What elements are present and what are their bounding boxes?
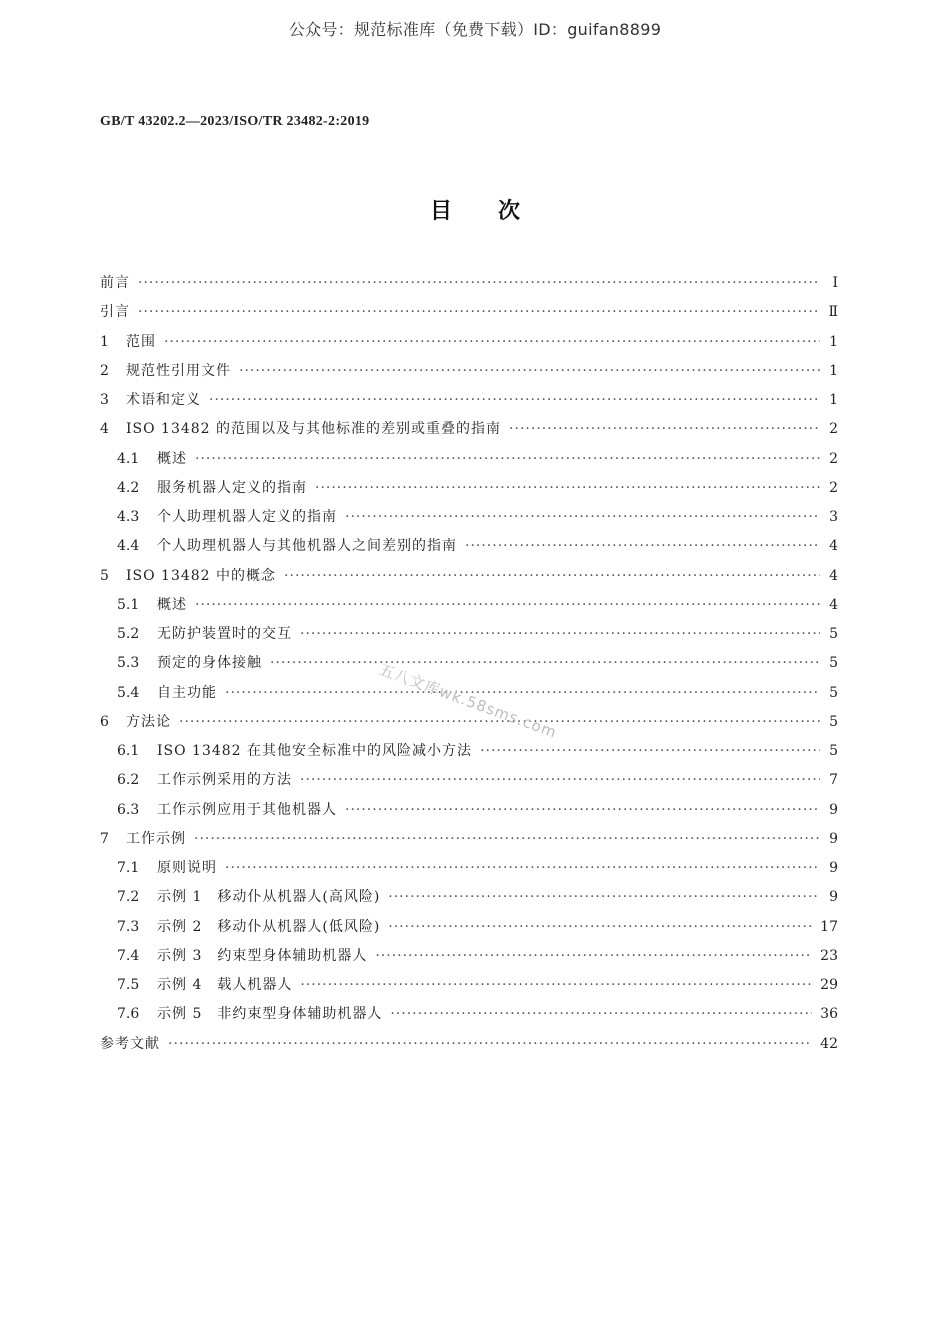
toc-entry[interactable] bbox=[100, 298, 838, 327]
toc-entry-page: 3 bbox=[829, 509, 838, 525]
toc-entry-number: 3 bbox=[100, 392, 109, 408]
toc-entry-page: 1 bbox=[829, 333, 838, 350]
header-watermark: 公众号：规范标准库（免费下载）ID：guifan8899 bbox=[288, 20, 662, 39]
toc-entry-page: 9 bbox=[829, 860, 838, 876]
toc-entry[interactable] bbox=[100, 474, 838, 503]
toc-entry-page: 4 bbox=[829, 567, 838, 584]
toc-entry-title: 预定的身体接触 bbox=[157, 655, 262, 672]
toc-entry-number: 7.3 bbox=[117, 918, 140, 935]
toc-entry[interactable] bbox=[100, 854, 838, 883]
toc-entry[interactable] bbox=[100, 532, 838, 561]
toc-entry-page: 29 bbox=[820, 977, 838, 993]
toc-entry[interactable] bbox=[100, 913, 838, 942]
toc-dot-leader bbox=[194, 825, 820, 854]
toc-entry[interactable] bbox=[100, 503, 838, 532]
toc-entry-title: ISO 13482 的范围以及与其他标准的差别或重叠的指南 bbox=[126, 421, 502, 438]
toc-entry[interactable] bbox=[100, 1030, 838, 1059]
toc-entry-number: 1 bbox=[100, 333, 109, 350]
toc-entry-number: 5.2 bbox=[117, 626, 140, 642]
toc-entry-number: 4.1 bbox=[117, 450, 140, 467]
toc-dot-leader bbox=[300, 620, 820, 649]
toc-entry-number: 6.2 bbox=[117, 772, 140, 789]
toc-entry[interactable] bbox=[100, 620, 838, 649]
toc-entry[interactable] bbox=[100, 825, 838, 854]
toc-entry-number: 7.2 bbox=[117, 889, 140, 906]
toc-entry-page: 5 bbox=[829, 684, 838, 701]
toc-dot-leader bbox=[195, 591, 820, 620]
toc-entry-title: 前言 bbox=[100, 275, 130, 291]
toc-entry-number: 6.1 bbox=[117, 743, 140, 759]
toc-entry[interactable] bbox=[100, 445, 838, 474]
toc-entry[interactable] bbox=[100, 1000, 838, 1029]
toc-dot-leader bbox=[345, 503, 820, 532]
toc-entry-number: 4.3 bbox=[117, 509, 140, 525]
toc-entry[interactable] bbox=[100, 679, 838, 708]
toc-entry-title: 概述 bbox=[157, 596, 187, 613]
toc-dot-leader bbox=[195, 445, 820, 474]
toc-entry[interactable] bbox=[100, 971, 838, 1000]
toc-entry-page: 2 bbox=[829, 421, 838, 438]
toc-entry-number: 2 bbox=[100, 362, 109, 379]
toc-entry-page: 9 bbox=[829, 889, 838, 906]
toc-entry-page: 5 bbox=[829, 743, 838, 759]
toc-entry-title: 工作示例采用的方法 bbox=[157, 772, 292, 789]
toc-entry-page: 7 bbox=[829, 772, 838, 789]
toc-entry-page: 4 bbox=[829, 538, 838, 555]
toc-dot-leader bbox=[300, 971, 812, 1000]
toc-entry-title: 示例 5 非约束型身体辅助机器人 bbox=[157, 1006, 383, 1023]
toc-dot-leader bbox=[345, 796, 820, 825]
toc-dot-leader bbox=[390, 1000, 812, 1029]
toc-entry-number: 5 bbox=[100, 567, 109, 584]
toc-entry[interactable] bbox=[100, 766, 838, 795]
toc-entry-title: 服务机器人定义的指南 bbox=[157, 479, 307, 496]
toc-dot-leader bbox=[209, 386, 820, 415]
toc-entry-title: 术语和定义 bbox=[126, 392, 201, 408]
toc-entry-page: 9 bbox=[829, 801, 838, 818]
toc-entry-page: 1 bbox=[829, 392, 838, 408]
toc-entry-title: 个人助理机器人与其他机器人之间差别的指南 bbox=[157, 538, 457, 555]
toc-dot-leader bbox=[138, 298, 820, 327]
toc-dot-leader bbox=[270, 649, 820, 678]
toc-entry[interactable] bbox=[100, 708, 838, 737]
toc-entry-number: 7.6 bbox=[117, 1006, 140, 1023]
toc-entry[interactable] bbox=[100, 649, 838, 678]
toc-entry-page: 9 bbox=[829, 830, 838, 847]
toc-entry-title: 引言 bbox=[100, 304, 130, 321]
toc-dot-leader bbox=[284, 562, 820, 591]
toc-entry-title: 参考文献 bbox=[100, 1035, 160, 1052]
page-title: 目次 bbox=[429, 199, 566, 224]
toc-dot-leader bbox=[388, 883, 820, 912]
toc-entry-page: 2 bbox=[829, 450, 838, 467]
toc-entry-number: 7 bbox=[100, 830, 109, 847]
toc-entry-number: 5.3 bbox=[117, 655, 140, 672]
toc-entry[interactable] bbox=[100, 386, 838, 415]
toc-entry-title: 无防护装置时的交互 bbox=[157, 626, 292, 642]
toc-entry[interactable] bbox=[100, 357, 838, 386]
toc-entry-number: 6 bbox=[100, 713, 109, 730]
toc-entry-number: 4.4 bbox=[117, 538, 140, 555]
toc-entry-number: 7.4 bbox=[117, 947, 140, 964]
toc-dot-leader bbox=[179, 708, 820, 737]
toc-entry-title: 示例 1 移动仆从机器人(高风险) bbox=[157, 889, 381, 906]
toc-entry-title: 自主功能 bbox=[157, 684, 217, 701]
toc-entry-page: 5 bbox=[829, 626, 838, 642]
toc-entry[interactable] bbox=[100, 562, 838, 591]
toc-entry-number: 4.2 bbox=[117, 479, 140, 496]
toc-entry-number: 5.4 bbox=[117, 684, 140, 701]
toc-entry-number: 6.3 bbox=[117, 801, 140, 818]
toc-entry[interactable] bbox=[100, 269, 838, 298]
toc-entry-page: Ⅱ bbox=[828, 304, 838, 321]
toc-entry-title: 范围 bbox=[126, 333, 156, 350]
toc-dot-leader bbox=[300, 766, 820, 795]
toc-entry[interactable] bbox=[100, 737, 838, 766]
toc-dot-leader bbox=[480, 737, 820, 766]
standard-code: GB/T 43202.2—2023/ISO/TR 23482-2:2019 bbox=[100, 114, 370, 129]
toc-entry-number: 4 bbox=[100, 421, 109, 438]
toc-entry-page: 23 bbox=[820, 947, 838, 964]
toc-entry[interactable] bbox=[100, 328, 838, 357]
toc-dot-leader bbox=[509, 415, 820, 444]
diagonal-watermark: 五八文库wk.58sms.com bbox=[376, 660, 560, 742]
toc-dot-leader bbox=[168, 1030, 812, 1059]
toc-entry-title: 示例 3 约束型身体辅助机器人 bbox=[157, 947, 368, 964]
toc-entry-page: 36 bbox=[820, 1006, 838, 1023]
toc-entry-title: 工作示例应用于其他机器人 bbox=[157, 801, 337, 818]
toc-entry-page: Ⅰ bbox=[832, 275, 838, 291]
table-of-contents bbox=[100, 269, 838, 1059]
toc-entry-number: 7.1 bbox=[117, 860, 140, 876]
toc-entry-title: 方法论 bbox=[126, 713, 171, 730]
toc-entry-title: 个人助理机器人定义的指南 bbox=[157, 509, 337, 525]
toc-entry-page: 42 bbox=[820, 1035, 838, 1052]
toc-entry-title: 工作示例 bbox=[126, 830, 186, 847]
toc-entry-number: 5.1 bbox=[117, 596, 140, 613]
toc-entry[interactable] bbox=[100, 591, 838, 620]
toc-entry-page: 4 bbox=[829, 596, 838, 613]
toc-entry[interactable] bbox=[100, 942, 838, 971]
toc-dot-leader bbox=[164, 328, 820, 357]
toc-entry-title: 原则说明 bbox=[157, 860, 217, 876]
toc-entry-page: 5 bbox=[829, 655, 838, 672]
toc-entry-title: 示例 2 移动仆从机器人(低风险) bbox=[157, 918, 381, 935]
toc-entry-page: 5 bbox=[829, 713, 838, 730]
toc-dot-leader bbox=[315, 474, 820, 503]
toc-dot-leader bbox=[239, 357, 820, 386]
toc-dot-leader bbox=[388, 913, 812, 942]
toc-entry-page: 17 bbox=[820, 918, 838, 935]
toc-entry-title: ISO 13482 在其他安全标准中的风险减小方法 bbox=[157, 743, 473, 759]
toc-dot-leader bbox=[225, 854, 820, 883]
toc-entry-number: 7.5 bbox=[117, 977, 140, 993]
toc-dot-leader bbox=[465, 532, 820, 561]
toc-entry[interactable] bbox=[100, 883, 838, 912]
toc-entry[interactable] bbox=[100, 415, 838, 444]
toc-entry-title: 规范性引用文件 bbox=[126, 362, 231, 379]
toc-entry-title: ISO 13482 中的概念 bbox=[126, 567, 277, 584]
toc-entry-title: 示例 4 载人机器人 bbox=[157, 977, 293, 993]
toc-entry-page: 2 bbox=[829, 479, 838, 496]
toc-dot-leader bbox=[138, 269, 820, 298]
toc-entry-page: 1 bbox=[829, 362, 838, 379]
toc-dot-leader bbox=[225, 679, 820, 708]
toc-entry[interactable] bbox=[100, 796, 838, 825]
toc-dot-leader bbox=[375, 942, 812, 971]
toc-entry-title: 概述 bbox=[157, 450, 187, 467]
